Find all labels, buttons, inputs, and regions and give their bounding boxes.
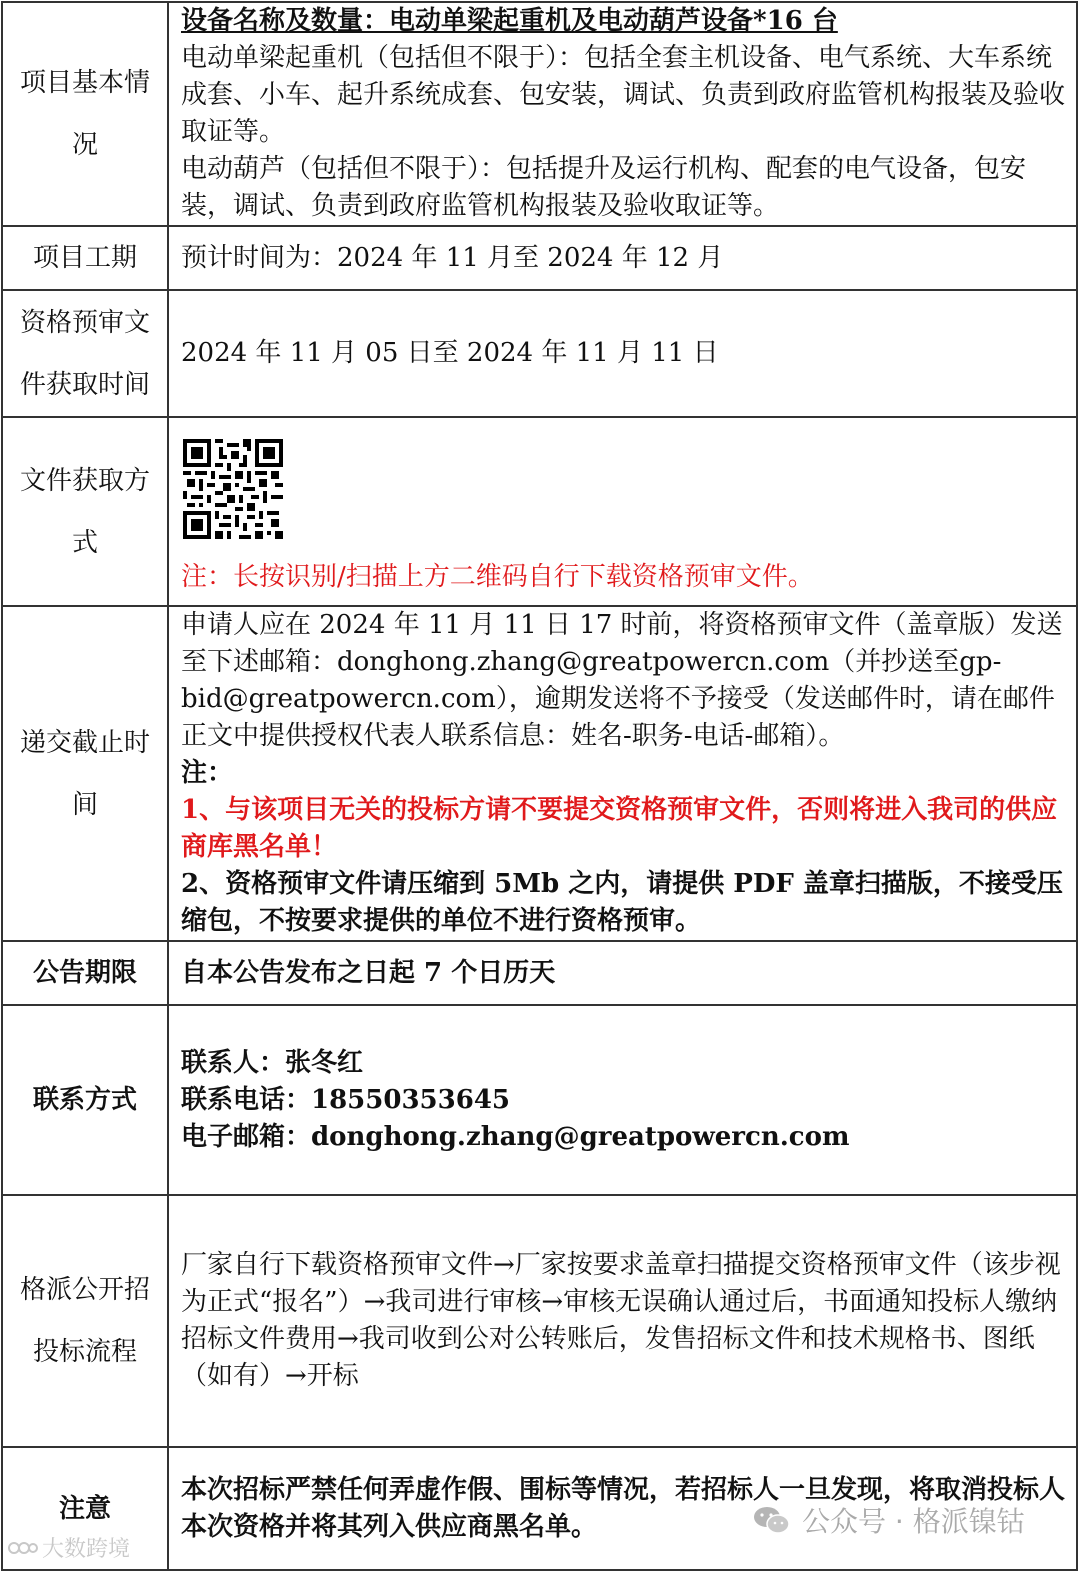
brand-logo-icon [8,1539,38,1557]
label-notice-period: 公告期限 [2,941,168,1005]
row-process [2,1195,1077,1447]
label-process: 格派公开招投标流程 [2,1195,168,1447]
watermark-right-text: 公众号 · 格派镍钴 [802,1505,1025,1538]
label-project-period: 项目工期 [2,226,168,290]
row-notice-period [2,941,1077,1005]
content-deadline [168,606,1077,941]
scan-qr-note: 注：长按识别/扫描上方二维码自行下载资格预审文件。 [181,562,814,592]
content-basic-info [168,2,1077,226]
label-deadline: 递交截止时间 [2,606,168,941]
content-contact [168,1005,1077,1195]
row-doc-method [2,417,1077,606]
label-doc-time: 资格预审文件获取时间 [2,290,168,417]
announcement-table [1,1,1078,1571]
row-deadline [2,606,1077,941]
row-contact [2,1005,1077,1195]
crane-description: 电动单梁起重机（包括但不限于）：包括全套主机设备、电气系统、大车系统成套、小车、起升系统成套、包安装，调试、负责到政府监管机构报装及验收取证等。 [181,43,1066,147]
label-doc-method: 文件获取方式 [2,417,168,606]
watermark-left [8,1532,130,1563]
label-attention: 注意 [2,1447,168,1570]
contact-email: 电子邮箱：donghong.zhang@greatpowercn.com [181,1121,850,1152]
watermark-left-text: 大数跨境 [42,1537,131,1562]
qr-code-icon[interactable] [183,439,283,539]
label-basic-info: 项目基本情况 [2,2,168,226]
deadline-note-blacklist: 1、与该项目无关的投标方请不要提交资格预审文件，否则将进入我司的供应商库黑名单！ [181,795,1058,862]
attention-value: 本次招标严禁任何弄虚作假、围标等情况，若招标人一旦发现，将取消投标人本次资格并将其列入供应商黑名单。 [168,1447,1077,1570]
row-doc-time [2,290,1077,417]
hoist-description: 电动葫芦（包括但不限于）：包括提升及运行机构、配套的电气设备，包安装，调试、负责到政府监管机构报装及验收取证等。 [181,154,1027,221]
notice-period-value: 自本公告发布之日起 7 个日历天 [168,941,1077,1005]
watermark-right [752,1500,1025,1540]
contact-person: 联系人：张冬红 [181,1047,364,1078]
row-basic-info [2,2,1077,226]
deadline-instructions: 申请人应在 2024 年 11 月 11 日 17 时前，将资格预审文件（盖章版）发送至下述邮箱：donghong.zhang@greatpowercn.com（并抄送至gp-bid@greatpowercn.com），逾期发送将不予接受（发送邮件时，请在邮件正文中提供授权代表人联系信息：姓名-职务-电话-邮箱）。 [181,610,1063,751]
equipment-title: 设备名称及数量：电动单梁起重机及电动葫芦设备*16 台 [181,6,838,36]
project-period-value: 预计时间为：2024 年 11 月至 2024 年 12 月 [168,226,1077,290]
row-project-period [2,226,1077,290]
process-value: 厂家自行下载资格预审文件→厂家按要求盖章扫描提交资格预审文件（该步视为正式“报名”）→我司进行审核→审核无误确认通过后，书面通知投标人缴纳招标文件费用→我司收到公对公转账后，发售招标文件和技术规格书、图纸（如有）→开标 [168,1195,1077,1447]
label-contact: 联系方式 [2,1005,168,1195]
deadline-note-file-size: 2、资格预审文件请压缩到 5Mb 之内，请提供 PDF 盖章扫描版，不接受压缩包，不按要求提供的单位不进行资格预审。 [181,869,1063,936]
contact-phone: 联系电话：18550353645 [181,1084,510,1115]
wechat-icon [752,1504,792,1536]
deadline-note-title: 注： [181,758,234,788]
doc-time-value: 2024 年 11 月 05 日至 2024 年 11 月 11 日 [168,290,1077,417]
content-doc-method [168,417,1077,606]
